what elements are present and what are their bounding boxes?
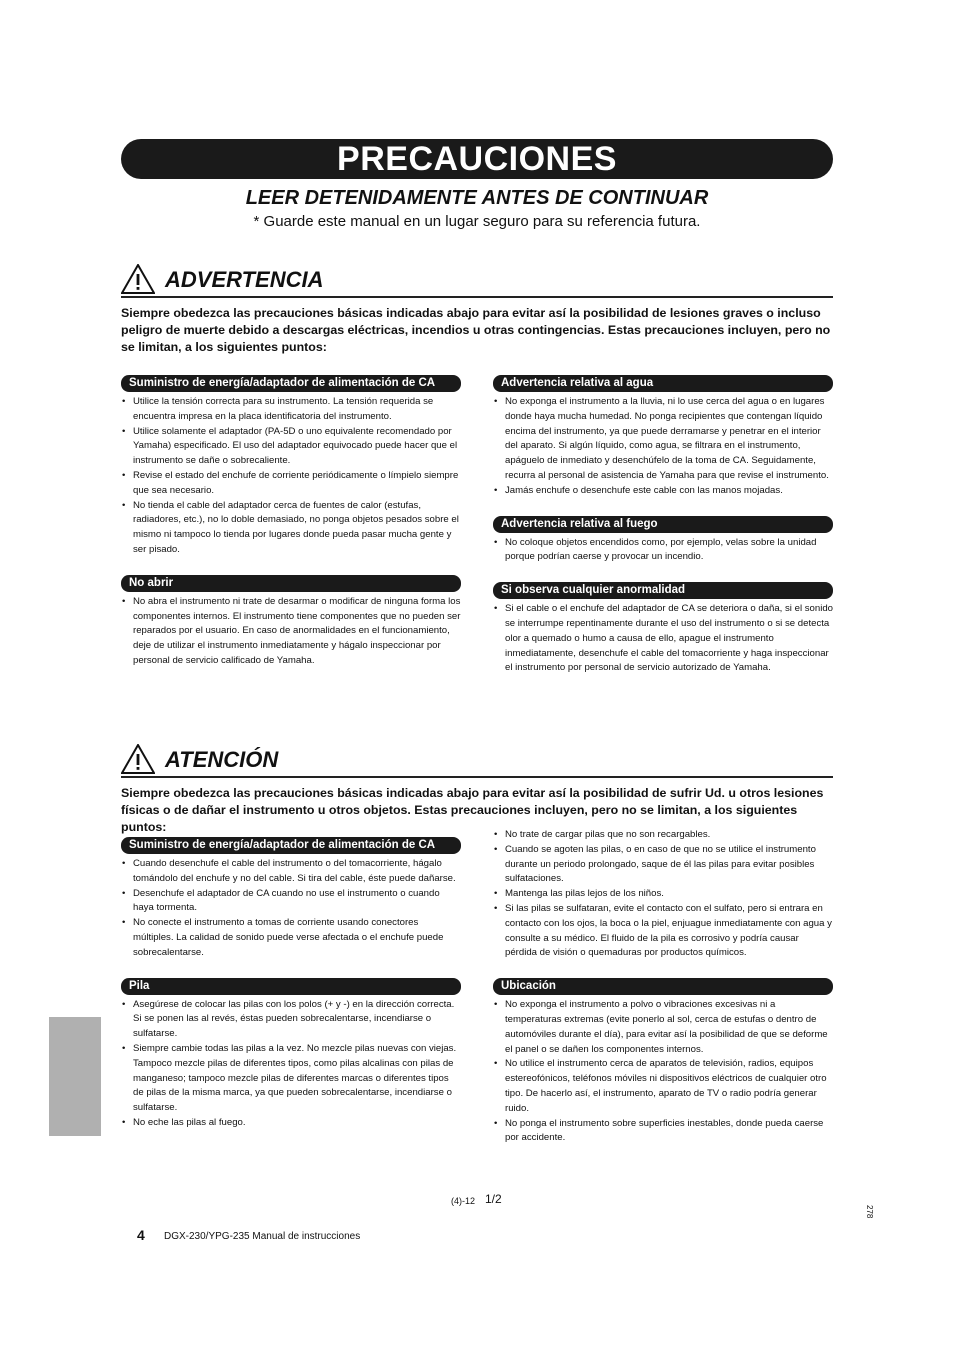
section-title: Advertencia relativa al agua [493, 375, 833, 392]
advertencia-heading [121, 264, 833, 298]
list-item: • Asegúrese de colocar las pilas con los polos (+ y -) en la dirección correcta. Si se ponen las al revés, éstas pueden sobrecalentarse, incendiarse o sulfatarse. [121, 998, 461, 1042]
atencion-intro: Siempre obedezca las precauciones básicas indicadas abajo para evitar así la posibilidad de sufrir Ud. u otros lesiones físicas o de dañar el instrumento u otros objetos. Estas precauciones incluyen, pero no se limitan, a los siguientes puntos: [121, 786, 824, 834]
advertencia-right-column [493, 375, 833, 676]
section-power-adapter [121, 375, 461, 558]
section-title: No abrir [121, 575, 461, 592]
warning-triangle-icon [121, 744, 155, 774]
page-number: 4 [137, 1227, 145, 1243]
manual-name: DGX-230/YPG-235 Manual de instrucciones [164, 1231, 361, 1242]
list-item: • Jamás enchufe o desenchufe este cable con las manos mojadas. [493, 484, 833, 499]
footer-page-fraction: 1/2 [485, 1192, 502, 1206]
list-item: • No eche las pilas al fuego. [121, 1116, 461, 1131]
list-item: • No abra el instrumento ni trate de desarmar o modificar de ninguna forma los componentes internos. El instrumento tiene componentes que no pueden ser reparados por el usuario. En caso de anormalidades en el funcionamiento, deje de utilizar el instrumento inmediatamente y hágalo inspeccionar por personal de servicio calificado de Yamaha. [121, 595, 461, 669]
advertencia-label: ADVERTENCIA [165, 267, 324, 292]
section-pila [121, 978, 461, 1131]
list-item: • No conecte el instrumento a tomas de corriente usando conectores múltiples. La calidad de sonido puede verse afectada o el enchufe puede sobrecalentarse. [121, 916, 461, 960]
section-title: Advertencia relativa al fuego [493, 516, 833, 533]
list-item: • Cuando se agoten las pilas, o en caso de que no se utilice el instrumento durante un periodo prolongado, saque de él las pilas para evitar posibles sulfataciones. [493, 843, 833, 887]
warning-triangle-icon [121, 264, 155, 294]
list-item: • No trate de cargar pilas que no son recargables. [493, 828, 833, 843]
advertencia-left-column [121, 375, 461, 669]
pila-continued-list [493, 828, 833, 961]
atencion-heading [121, 744, 833, 778]
list-item: • Desenchufe el adaptador de CA cuando no use el instrumento o cuando haya tormenta. [121, 887, 461, 917]
section-ubicacion [493, 978, 833, 1146]
list-item: • Si el cable o el enchufe del adaptador de CA se deteriora o daña, si el sonido se interrumpe repentinamente durante el uso del instrumento o si se detecta olor a quemado o humo a causa de ello, apague el instrumento inmediatamente, desenchufe el cable del tomacorriente y haga inspeccionar el instrumento por personal de servicio autorizado de Yamaha. [493, 602, 833, 676]
section-title: Pila [121, 978, 461, 995]
section-agua [493, 375, 833, 499]
list-item: • Si las pilas se sulfataran, evite el contacto con el sulfato, pero si entrara en contacto con los ojos, la boca o la piel, enjuague inmediatamente con agua y consulte a su médico. El fluido de la pila es corrosivo y podría causar pérdida de visión o quemaduras por productos químicos. [493, 902, 833, 961]
list-item: • No coloque objetos encendidos como, por ejemplo, velas sobre la unidad porque podrían caerse y provocar un incendio. [493, 536, 833, 566]
advertencia-intro: Siempre obedezca las precauciones básicas indicadas abajo para evitar así la posibilidad de lesiones graves o incluso peligro de muerte debido a descargas eléctricas, incendios u otras contingencias. Estas precauciones incluyen, pero no se limitan, a los siguientes puntos: [121, 306, 831, 354]
section-anormalidad [493, 582, 833, 676]
footer-code: (4)-12 [451, 1196, 476, 1206]
list-item: • No exponga el instrumento a la lluvia, ni lo use cerca del agua o en lugares donde haya mucha humedad. No ponga recipientes que contengan líquido encima del instrumento, ya que puede derramarse y penetrar en el interior del aparato. Si algún líquido, como agua, se filtrara en el instrumento, apáguelo de inmediato y desenchúfelo de la toma de CA. Seguidamente, recurra al personal de asistencia de Yamaha para que revise el instrumento. [493, 395, 833, 484]
list-item: • No tienda el cable del adaptador cerca de fuentes de calor (estufas, radiadores, etc.), no lo doble demasiado, no ponga objetos pesados sobre el mismo ni tampoco lo tienda por lugares donde pueda pasar mucha gente y ser pisado. [121, 499, 461, 558]
atencion-label: ATENCIÓN [165, 747, 279, 772]
list-item: • Revise el estado del enchufe de corriente periódicamente o límpielo siempre que sea necesario. [121, 469, 461, 499]
section-fuego [493, 516, 833, 566]
section-title: Si observa cualquier anormalidad [493, 582, 833, 599]
list-item: • Cuando desenchufe el cable del instrumento o del tomacorriente, hágalo tomándolo del enchufe y no del cable. Si tira del cable, éste puede dañarse. [121, 857, 461, 887]
list-item: • Utilice solamente el adaptador (PA-5D o uno equivalente recomendado por Yamaha) especificado. El uso del adaptador equivocado puede hacer que el instrumento se dañe o sobrecaliente. [121, 425, 461, 469]
atencion-left-column [121, 837, 461, 1131]
page-subtitle: LEER DETENIDAMENTE ANTES DE CONTINUAR [245, 187, 709, 209]
list-item: • No utilice el instrumento cerca de aparatos de televisión, radios, equipos estereofónicos, teléfonos móviles ni dispositivos eléctricos de cualquier otro tipo. De hacerlo así, el instrumento, aparato de TV o radio podría generar ruido. [493, 1057, 833, 1116]
language-tab [49, 1017, 101, 1136]
list-item: • Siempre cambie todas las pilas a la vez. No mezcle pilas nuevas con viejas. Tampoco mezcle pilas de diferentes tipos, como pilas alcalinas con pilas de manganeso; tampoco mezcle pilas de diferentes marcas o diferentes tipos de pilas de la misma marca, ya que pueden sobrecalentarse, incendiarse o sulfatarse. [121, 1042, 461, 1116]
footer-side-code: 278 [865, 1205, 874, 1219]
page-title: PRECAUCIONES [121, 139, 833, 179]
list-item: • No exponga el instrumento a polvo o vibraciones excesivas ni a temperaturas extremas (evite ponerlo al sol, cerca de estufas o dentro de automóviles durante el día), para evitar así la posibilidad de que se deforme el panel o se dañen los componentes internos. [493, 998, 833, 1057]
section-power-adapter [121, 837, 461, 961]
keep-manual-note: * Guarde este manual en un lugar seguro para su referencia futura. [253, 213, 701, 230]
section-title: Suministro de energía/adaptador de alimentación de CA [121, 375, 461, 392]
section-no-abrir [121, 575, 461, 669]
list-item: • Utilice la tensión correcta para su instrumento. La tensión requerida se encuentra impresa en la placa identificatoria del instrumento. [121, 395, 461, 425]
list-item: • Mantenga las pilas lejos de los niños. [493, 887, 833, 902]
atencion-right-column [493, 828, 833, 1146]
section-title: Suministro de energía/adaptador de alimentación de CA [121, 837, 461, 854]
list-item: • No ponga el instrumento sobre superficies inestables, donde pueda caerse por accidente. [493, 1117, 833, 1147]
section-title: Ubicación [493, 978, 833, 995]
